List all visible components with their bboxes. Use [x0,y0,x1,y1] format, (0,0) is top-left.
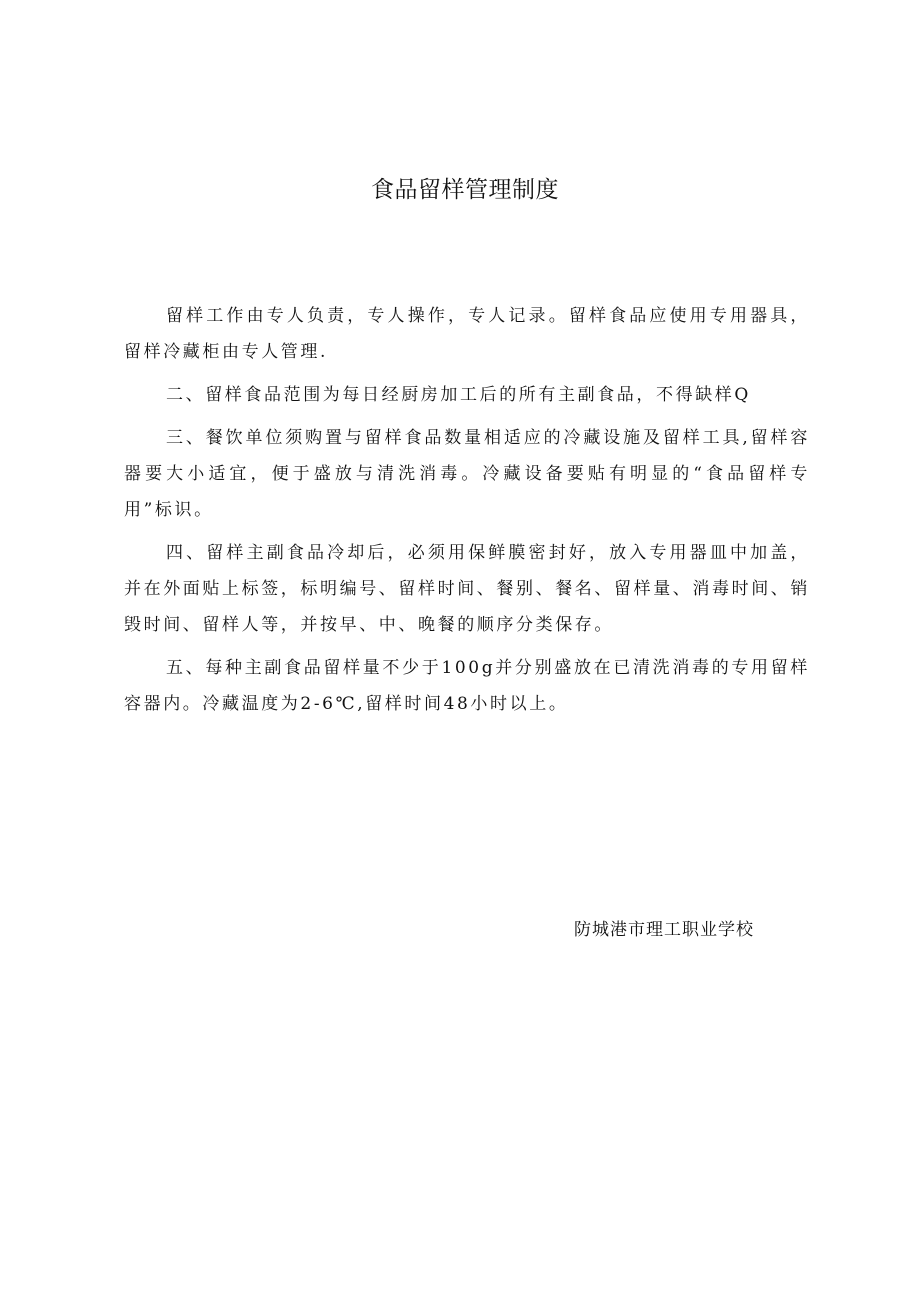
signature-school-name: 防城港市理工职业学校 [574,920,754,940]
paragraph-1: 留样工作由专人负责，专人操作，专人记录。留样食品应使用专用器具，留样冷藏柜由专人管理. [124,306,810,362]
paragraph-4: 四、留样主副食品冷却后，必须用保鲜膜密封好，放入专用器皿中加盖，并在外面贴上标签，标明编号、留样时间、餐别、餐名、留样量、消毒时间、销毁时间、留样人等，并按早、中、晚餐的顺序分类保存。 [124,543,810,635]
paragraph-3: 三、餐饮单位须购置与留样食品数量相适应的冷藏设施及留样工具,留样容器要大小适宜，便于盛放与清洗消毒。冷藏设备要贴有明显的“食品留样专用”标识。 [124,428,810,520]
document-body [124,298,810,729]
paragraph-5: 五、每种主副食品留样量不少于100g并分别盛放在已清洗消毒的专用留样容器内。冷藏温度为2-6℃,留样时间48小时以上。 [124,658,810,714]
paragraph-2: 二、留样食品范围为每日经厨房加工后的所有主副食品，不得缺样Q [166,385,751,405]
document-title: 食品留样管理制度 [371,177,559,203]
